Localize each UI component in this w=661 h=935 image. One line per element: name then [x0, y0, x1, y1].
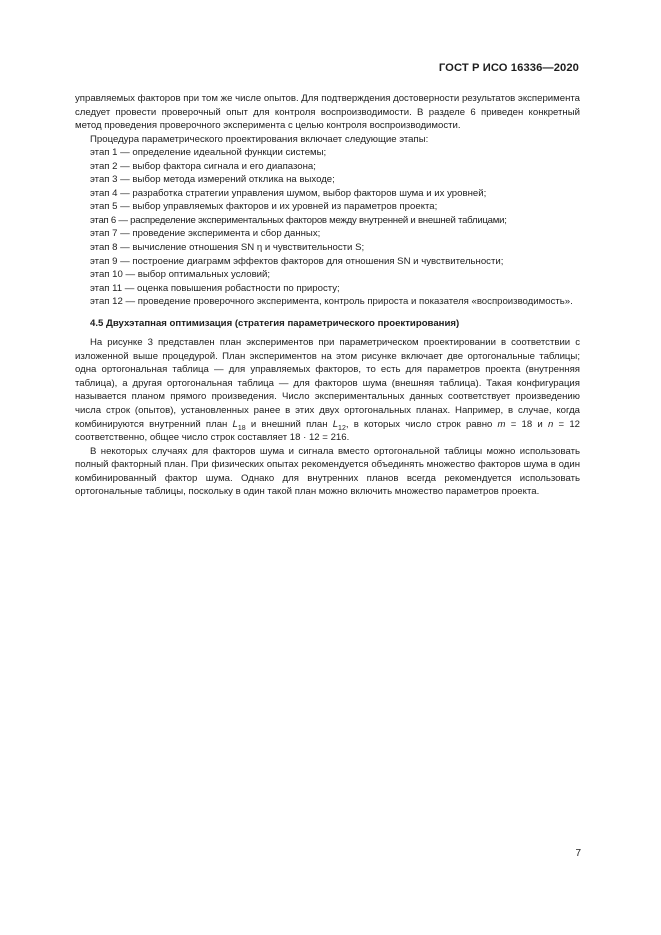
- stage-item: этап 12 — проведение проверочного эксперимента, контроль прироста и показателя «воспроизводимость».: [90, 296, 573, 308]
- stage-item: этап 11 — оценка повышения робастности по приросту;: [90, 282, 340, 294]
- section-heading: 4.5 Двухэтапная оптимизация (стратегия параметрического проектирования): [90, 317, 460, 329]
- plan-subscript-outer: 12: [338, 424, 346, 432]
- intro-paragraph: управляемых факторов при том же числе опытов. Для подтверждения достоверности результатов эксперимента следует провести проверочный опыт для контроля воспроизводимости. В разделе 6 приведен конкретный метод проведения проверочного эксперимента с целью контроля воспроизводимости.: [75, 93, 581, 132]
- stage-item: этап 1 — определение идеальной функции системы;: [90, 147, 327, 159]
- document-header: ГОСТ Р ИСО 16336—2020: [438, 62, 579, 74]
- section-paragraph-2: В некоторых случаях для факторов шума и сигнала вместо ортогональной таблицы можно использовать полный факторный план. При физических опытах рекомендуется объединять множество факторов шума в один комбинированный фактор шума. Однако для внутренних планов всегда рекомендуется использовать ортогональные таблицы, поскольку в один такой план можно включить множество параметров проекта.: [75, 445, 580, 498]
- plan-subscript-inner: 18: [237, 424, 246, 432]
- page-number: 7: [575, 848, 581, 859]
- stage-item: этап 10 — выбор оптимальных условий;: [90, 269, 271, 281]
- plan-symbol: L: [232, 418, 238, 430]
- plan-symbol: L: [332, 418, 339, 430]
- stage-item: этап 6 — распределение экспериментальных факторов между внутренней и внешней таблицами;: [90, 214, 507, 226]
- stage-item: этап 5 — выбор управляемых факторов и их уровней из параметров проекта;: [90, 201, 438, 213]
- stage-item: этап 3 — выбор метода измерений отклика на выходе;: [90, 174, 335, 186]
- stage-item: этап 4 — разработка стратегии управления шумом, выбор факторов шума и их уровней;: [90, 187, 487, 199]
- section-paragraph-1: На рисунке 3 представлен план экспериментов при параметрическом проектировании в соответствии с изложенной выше процедурой. План экспериментов на этом рисунке включает две ортогональные таблицы; одна ортогональная таблица — для управляемых факторов, то есть для параметров проекта (внутренняя таблица), а другая ортогональная таблица — для факторов шума (внешняя таблица). Такая конфигурация называется планом прямого произведения. Число экспериментальных данных соответствует произведению числа строк (опытов), установленных ранее в этих двух ортогональных планах. Например, в случае, когда комбинируются внутренний план $L_{18}$ и внешний план $L_{12}$, в которых число строк равно m = 18 и n = 12 соответственно, общее число строк составляет 18 · 12 = 216.: [75, 337, 581, 444]
- var-n: n: [547, 418, 554, 430]
- procedure-intro: Процедура параметрического проектирования включает следующие этапы:: [90, 133, 429, 145]
- stage-item: этап 7 — проведение эксперимента и сбор данных;: [90, 228, 321, 240]
- stage-item: этап 2 — выбор фактора сигнала и его диапазона;: [90, 160, 316, 172]
- body-text: [75, 92, 580, 499]
- var-m: m: [497, 418, 506, 430]
- stage-item: этап 9 — построение диаграмм эффектов факторов для отношения SN и чувствительности;: [90, 255, 504, 267]
- stage-item: этап 8 — вычисление отношения SN η и чувствительности S;: [90, 242, 365, 254]
